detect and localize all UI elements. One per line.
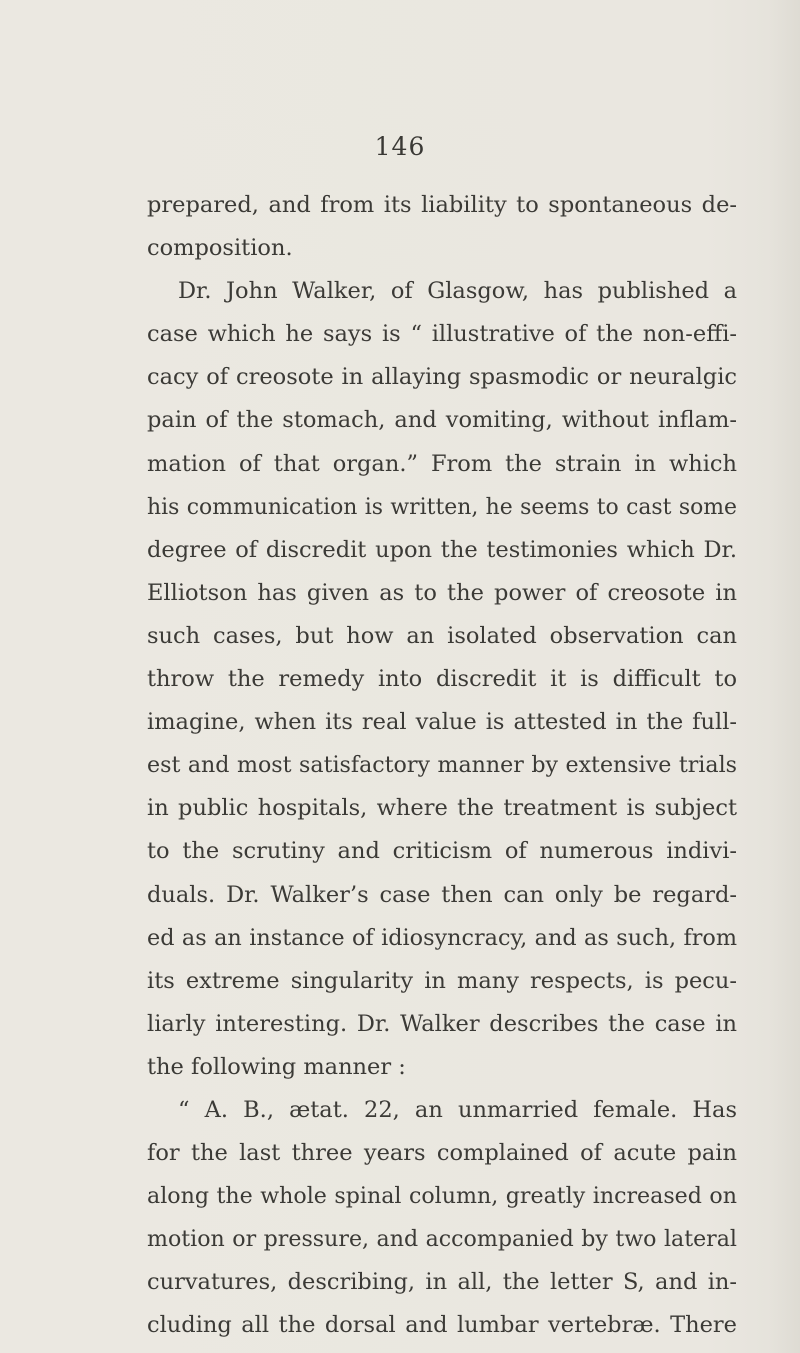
text-line: its extreme singularity in many respects, is pecu- [147, 967, 737, 994]
text-line: mation of that organ.” From the strain in which [147, 450, 737, 477]
text-line: such cases, but how an isolated observation can [147, 622, 737, 649]
text-line: for the last three years complained of acute pain [147, 1140, 737, 1167]
text-line: “ A. B., ætat. 22, an unmarried female. Has [178, 1096, 737, 1123]
text-line: to the scrutiny and criticism of numerous indivi- [147, 838, 737, 865]
text-line: composition. [147, 235, 293, 262]
text-line: prepared, and from its liability to spontaneous de- [147, 192, 737, 218]
text-line: throw the remedy into discredit it is difficult to [147, 666, 737, 693]
text-line: ed as an instance of idiosyncracy, and as such, from [147, 924, 737, 951]
text-line: along the whole spinal column, greatly increased on [147, 1183, 737, 1210]
text-line: est and most satisfactory manner by extensive trials [147, 752, 737, 779]
text-line: degree of discredit upon the testimonies which Dr. [147, 536, 737, 563]
text-line: in public hospitals, where the treatment is subject [147, 795, 737, 822]
body-text [147, 184, 737, 1348]
text-line: cacy of creosote in allaying spasmodic or neuralgic [147, 364, 737, 391]
text-line: Dr. John Walker, of Glasgow, has published a [178, 278, 737, 305]
text-line: imagine, when its real value is attested in the full- [147, 709, 737, 736]
text-line: Elliotson has given as to the power of creosote in [147, 579, 737, 606]
text-line: case which he says is “ illustrative of the non-effi- [147, 321, 737, 348]
text-line: liarly interesting. Dr. Walker describes the case in [147, 1010, 737, 1037]
text-line: pain of the stomach, and vomiting, without inflam- [147, 407, 737, 434]
text-line: curvatures, describing, in all, the letter S, and in- [147, 1269, 737, 1296]
text-line: motion or pressure, and accompanied by two lateral [147, 1226, 737, 1253]
text-line: cluding all the dorsal and lumbar vertebræ. There [147, 1312, 737, 1339]
text-line: his communication is written, he seems to cast some [147, 494, 737, 520]
text-line: the following manner : [147, 1053, 406, 1080]
page-number: 146 [374, 132, 426, 161]
text-line: duals. Dr. Walker’s case then can only be regard- [147, 881, 737, 908]
